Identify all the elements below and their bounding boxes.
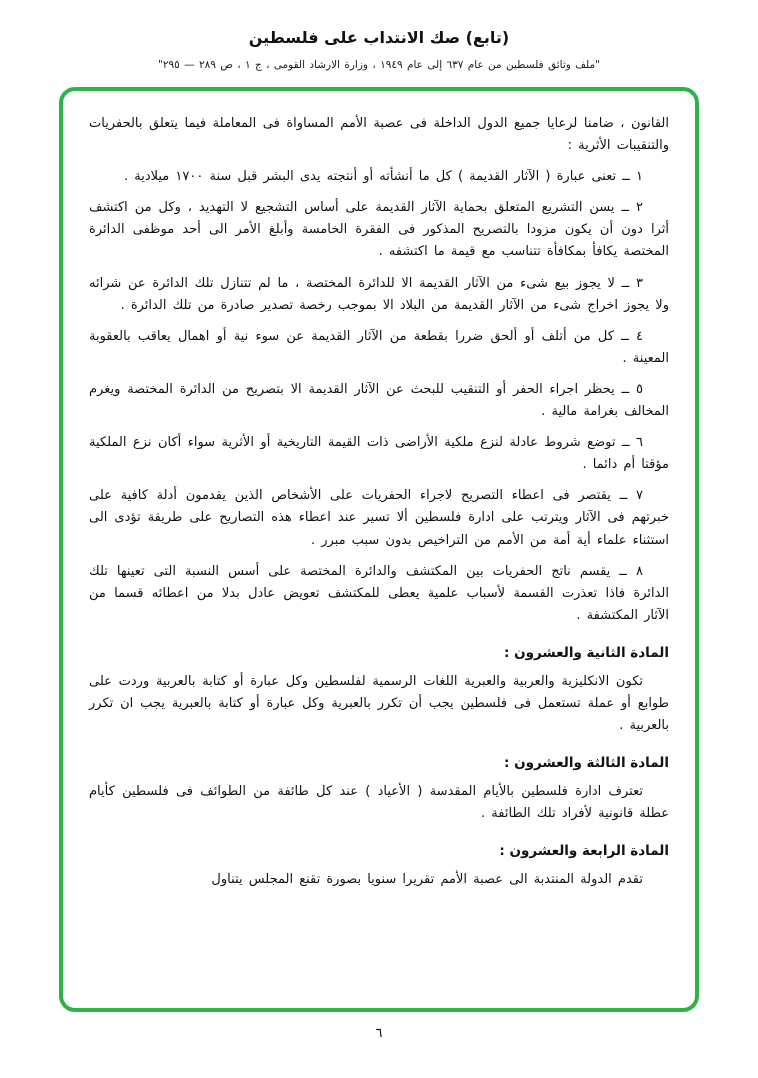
article-23-text: تعترف ادارة فلسطين بالأيام المقدسة ( الأعياد ) عند كل طائفة من الطوائف فى فلسطين كأيام عطلة قانونية لأفراد تلك الطائفة . [89,784,669,822]
article-23-heading: المادة الثالثة والعشرون : [503,755,669,772]
article-22-text: تكون الانكليزية والعربية والعبرية اللغات الرسمية لفلسطين وكل عبارة أو كتابة بالعربية وردت على طوابع أو عملة تستعمل فى فلسطين يجب أن تكرر بالعبرية وكل عبارة أو كتابة بالعبرية يجب ان تكرر بالعربية . [89,673,669,734]
clause-1: ١ ــ تعنى عبارة ( الآثار القديمة ) كل ما أنشأته أو أنتجته يدى البشر قبل سنة ١٧٠٠ ميلادية . [123,169,643,185]
intro-paragraph: القانون ، ضامنا لرعايا جميع الدول الداخلة فى عصبة الأمم المساواة فى المعاملة فيما يتعلق بالحفريات والتنقيبات الأثرية : [89,116,669,154]
clause-7: ٧ ــ يقتصر فى اعطاء التصريح لاجراء الحفريات على الأشخاص الذين يقدمون أدلة كافية على خبرتهم فى الآثار ويترتب على ادارة فلسطين ألا تسير عند اعطاء هذه التصاريح على طريقة تؤدى الى استثناء علماء أية أمة من الأمم من التراخيص بدون سبب مبرر . [89,488,669,548]
clause-8: ٨ ــ يقسم ناتج الحفريات بين المكتشف والدائرة المختصة على أسس النسبة التى تعينها تلك الدائرة فاذا تعذرت القسمة لأسباب علمية يعطى للمكتشف تعويض عادل بدلا من اعطائه قسما من الآثار المكتشفة . [89,563,669,623]
article-24-heading: المادة الرابعة والعشرون : [499,843,669,860]
clause-3: ٣ ــ لا يجوز بيع شىء من الآثار القديمة الا للدائرة المختصة ، ما لم تتنازل تلك الدائرة عن شرائه ولا يجوز اخراج شىء من الآثار القديمة من البلاد الا بموجب رخصة تصدير صادرة من تلك الدائرة . [89,275,669,313]
page-number: ٦ [375,1026,383,1041]
clause-5: ٥ ــ يحظر اجراء الحفر أو التنقيب للبحث عن الآثار القديمة الا بتصريح من الدائرة المختصة ويغرم المخالف بغرامة مالية . [89,381,669,420]
document-title: (تابع) صك الانتداب على فلسطين [248,28,510,47]
clause-4: ٤ ــ كل من أتلف أو ألحق ضررا بقطعة من الآثار القديمة عن سوء نية أو اهمال يعاقب بالعقوبة المعينة . [89,328,669,366]
source-citation: "ملف وثائق فلسطين من عام ٦٣٧ إلى عام ١٩٤٩ ، وزارة الارشاد القومى ، ج ١ ، ص ٢٨٩ — ٢٩٥" [158,59,600,71]
clause-6: ٦ ــ توضع شروط عادلة لنزع ملكية الأراضى ذات القيمة التاريخية أو الأثرية سواء أكان نزع الملكية مؤقتا أم دائما . [89,435,669,473]
clause-2: ٢ ــ يسن التشريع المتعلق بحماية الآثار القديمة على أساس التشجيع لا التهديد ، وكل من اكتشف أثرا دون أن يكون مزودا بالتصريح المذكور فى الفقرة الخامسة وأبلغ الأمر الى أحد موظفى الدائرة المختصة يكافأ بمكافأة تتناسب مع قيمة ما اكتشفه . [89,200,669,260]
content-frame [59,87,699,1012]
article-22-heading: المادة الثانية والعشرون : [503,644,669,661]
page-footer [0,1026,758,1041]
article-24-text: تقدم الدولة المنتدبة الى عصبة الأمم تقريرا سنويا بصورة تقنع المجلس يتناول [211,872,643,888]
page-header [0,0,758,71]
